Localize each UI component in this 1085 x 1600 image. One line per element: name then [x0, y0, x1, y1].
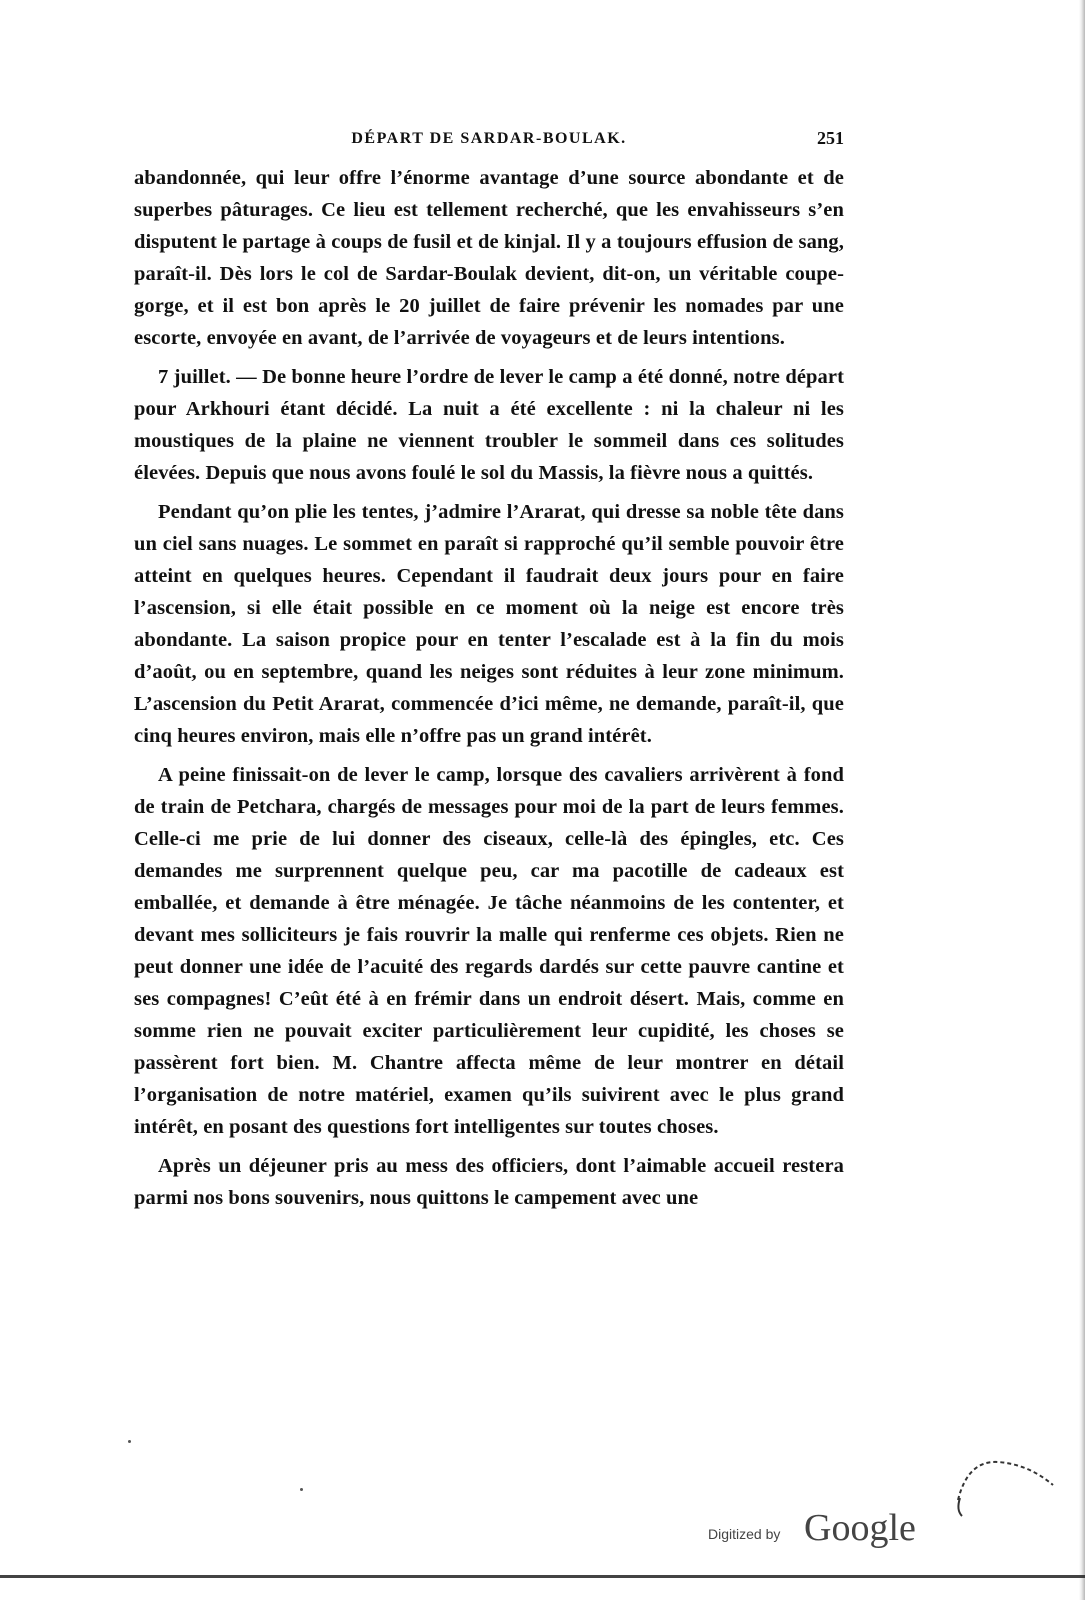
scan-speck [128, 1440, 131, 1443]
paragraph-4: A peine finissait-on de lever le camp, lorsque des cavaliers arrivèrent à fond de train de Petchara, chargés de messages pour moi de la part de leurs femmes. Celle-ci me prie de lui donner des ciseaux, celle-là des épingles, etc. Ces demandes me surprennent quelque peu, car ma pacotille de cadeaux est emballée, et demande à être ménagée. Je tâche néanmoins de les contenter, et devant mes solliciteurs je fais rouvrir la malle qui renferme ces objets. Rien ne peut donner une idée de l’acuité des regards dardés sur cette pauvre cantine et ses compagnes! C’eût été à en frémir dans un endroit désert. Mais, comme en somme rien ne pouvait exciter particulièrement leur cupidité, les choses se passèrent fort bien. M. Chantre affecta même de leur montrer en détail l’organisation de notre matériel, examen qu’ils suivirent avec le plus grand intérêt, en posant des questions fort intelligentes sur toutes choses. [134, 764, 844, 1138]
scan-speck [300, 1488, 303, 1491]
paragraph-1: abandonnée, qui leur offre l’énorme avantage d’une source abondante et de superbes pâturages. Ce lieu est tellement recherché, que les envahisseurs s’en disputent le partage à coups de fusil et de kinjal. Il y a toujours effusion de sang, paraît-il. Dès lors le col de Sardar-Boulak devient, dit-on, un véritable coupe-gorge, et il est bon après le 20 juillet de faire prévenir les nomades par une escorte, envoyée en avant, de l’arrivée de voyageurs et de leurs intentions. [134, 167, 844, 349]
page-number: 251 [817, 128, 844, 148]
running-title: DÉPART DE SARDAR-BOULAK. [351, 130, 627, 147]
running-head [134, 128, 844, 154]
digitized-by-watermark [708, 1506, 968, 1549]
body-text [134, 162, 844, 1221]
google-logo: Google [804, 1507, 916, 1549]
paragraph-2: 7 juillet. — De bonne heure l’ordre de lever le camp a été donné, notre départ pour Arkhouri étant décidé. La nuit a été excellente : ni la chaleur ni les moustiques de la plaine ne viennent troubler le sommeil dans ces solitudes élevées. Depuis que nous avons foulé le sol du Massis, la fièvre nous a quittés. [134, 366, 844, 484]
bottom-scan-line [0, 1575, 1085, 1578]
digitized-by-label: Digitized by [708, 1526, 781, 1542]
paragraph-5: Après un déjeuner pris au mess des officiers, dont l’aimable accueil restera parmi nos bons souvenirs, nous quittons le campement avec une [134, 1155, 844, 1209]
paragraph-3: Pendant qu’on plie les tentes, j’admire l’Ararat, qui dresse sa noble tête dans un ciel sans nuages. Le sommet en paraît si rapproché qu’il semble pouvoir être atteint en quelques heures. Cependant il faudrait deux jours pour en faire l’ascension, si elle était possible en ce moment où la neige est encore très abondante. La saison propice pour en tenter l’escalade est à la fin du mois d’août, ou en septembre, quand les neiges sont réduites à leur zone minimum. L’ascension du Petit Ararat, commencée d’ici même, ne demande, paraît-il, que cinq heures environ, mais elle n’offre pas un grand intérêt. [134, 501, 844, 747]
scan-edge-shadow [1079, 0, 1085, 1600]
